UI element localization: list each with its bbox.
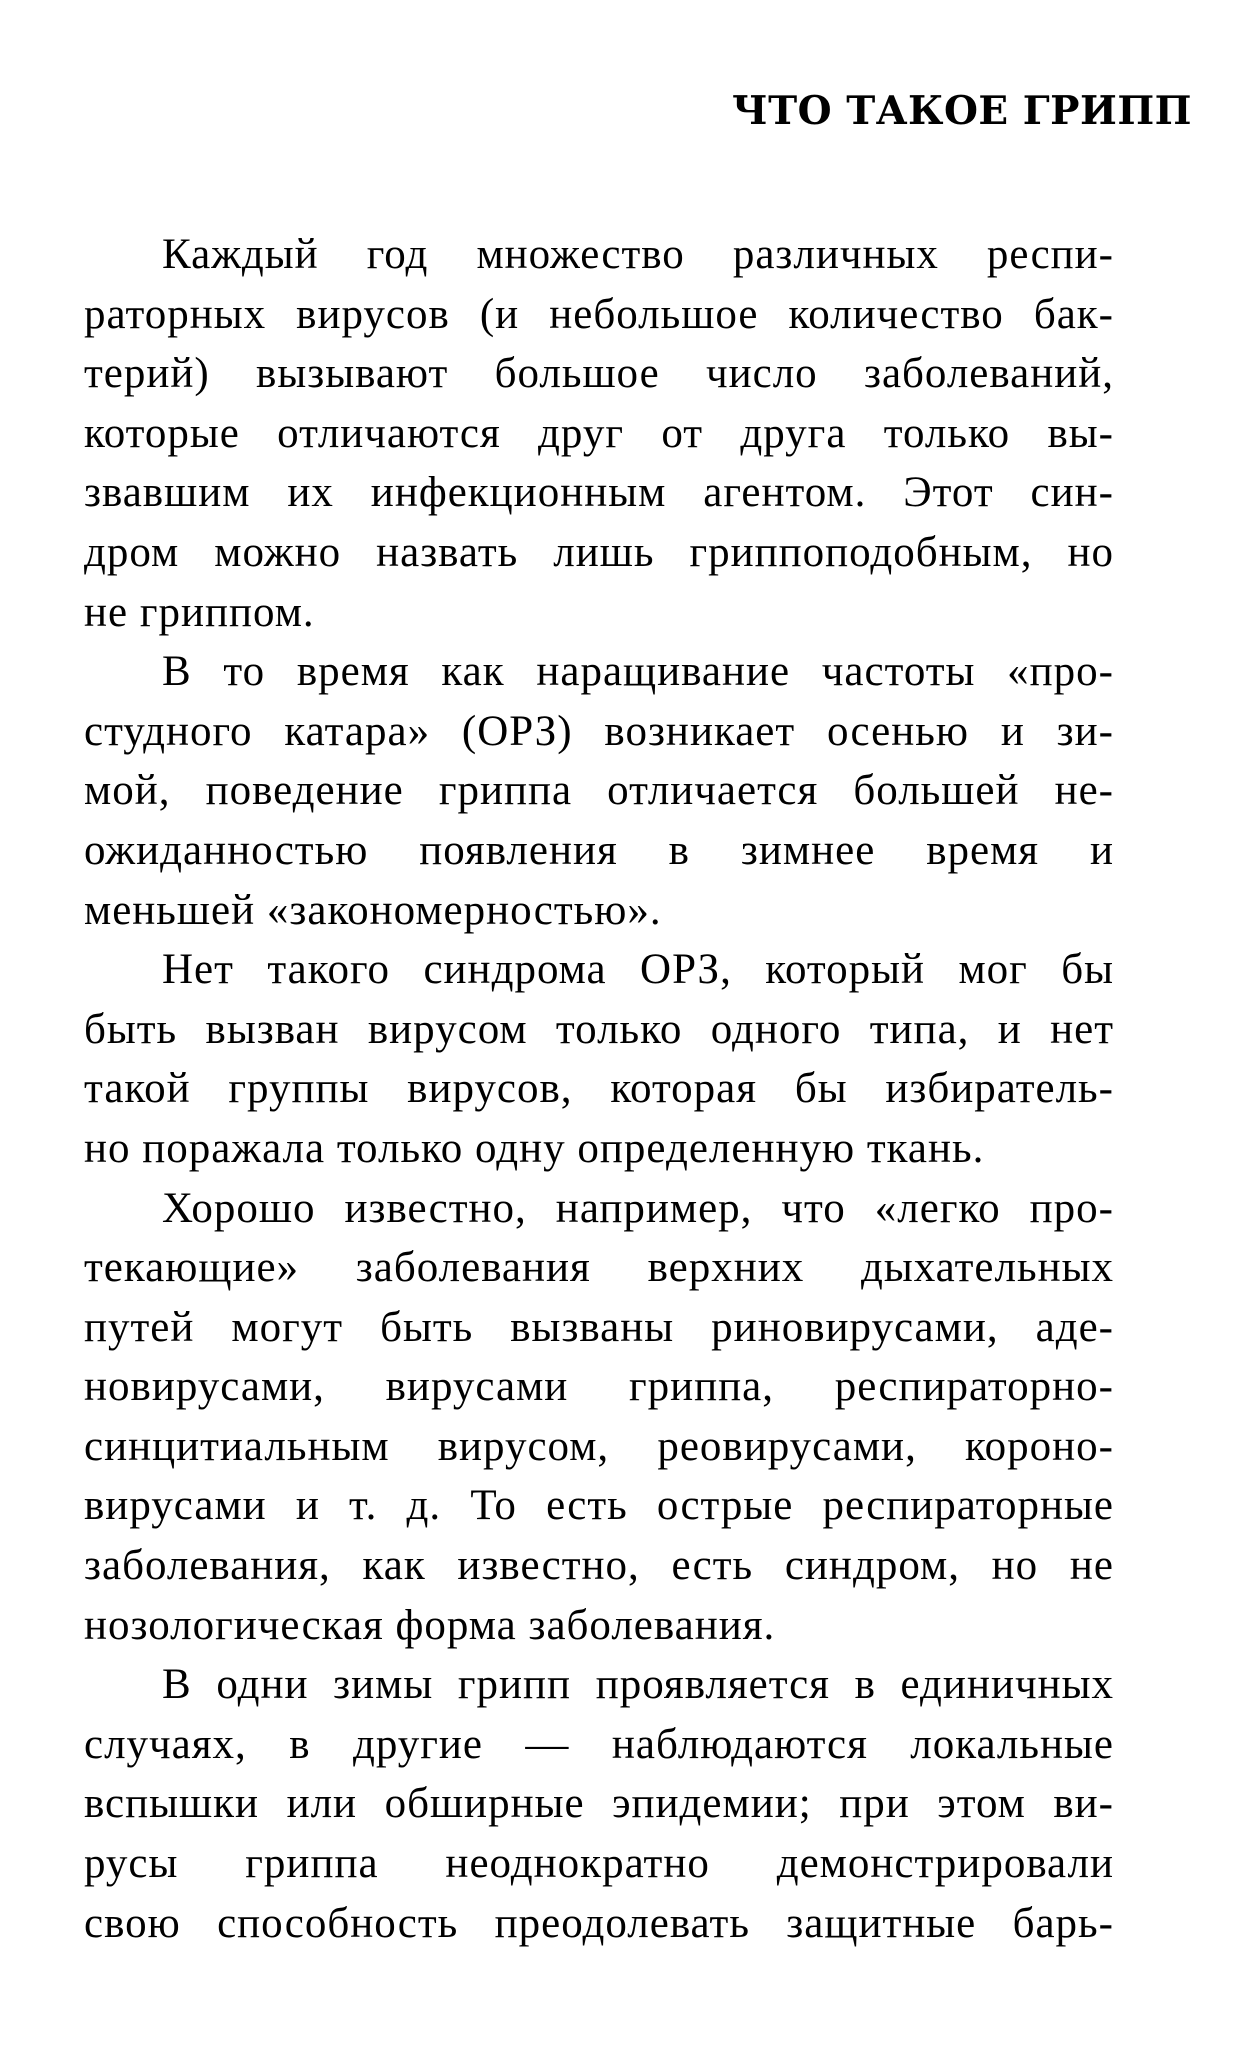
text-line: звавшим их инфекционным агентом. Этот син- bbox=[84, 469, 1114, 517]
text-line: Нет такого синдрома ОРЗ, который мог бы bbox=[162, 946, 1114, 994]
text-line: вспышки или обширные эпидемии; при этом ви- bbox=[84, 1780, 1114, 1828]
paragraph-3 bbox=[84, 940, 1114, 1178]
text-line: раторных вирусов (и небольшое количество бак- bbox=[84, 290, 1114, 338]
text-line: терий) вызывают большое число заболеваний, bbox=[84, 350, 1114, 398]
text-line: ожиданностью появления в зимнее время и bbox=[84, 826, 1114, 874]
body-text bbox=[84, 225, 1114, 1953]
paragraph-4 bbox=[84, 1179, 1114, 1656]
text-line: мой, поведение гриппа отличается большей не- bbox=[84, 767, 1114, 815]
text-line: такой группы вирусов, которая бы избиратель- bbox=[84, 1065, 1114, 1113]
text-line: дром можно назвать лишь гриппоподобным, но bbox=[84, 528, 1114, 576]
text-line: Каждый год множество различных респи- bbox=[162, 231, 1114, 278]
text-line: В то время как наращивание частоты «про- bbox=[162, 648, 1114, 696]
text-line: вирусами и т. д. То есть острые респираторные bbox=[84, 1482, 1114, 1530]
paragraph-1 bbox=[84, 225, 1114, 642]
text-line: Хорошо известно, например, что «легко про- bbox=[162, 1184, 1114, 1232]
paragraph-5 bbox=[84, 1655, 1114, 1953]
text-line: которые отличаются друг от друга только вы- bbox=[84, 409, 1114, 457]
text-line: случаях, в другие — наблюдаются локальные bbox=[84, 1720, 1114, 1768]
text-line: но поражала только одну определенную ткань. bbox=[84, 1124, 985, 1172]
text-line: синцитиальным вирусом, реовирусами, короно- bbox=[84, 1422, 1114, 1470]
text-line: нозологическая форма заболевания. bbox=[84, 1601, 776, 1649]
running-head: ЧТО ТАКОЕ ГРИПП bbox=[732, 88, 1192, 134]
text-line: В одни зимы грипп проявляется в единичных bbox=[162, 1661, 1114, 1709]
text-line: заболевания, как известно, есть синдром, но не bbox=[84, 1542, 1114, 1590]
text-line: не гриппом. bbox=[84, 588, 315, 636]
text-line: новирусами, вирусами гриппа, респираторно- bbox=[84, 1363, 1114, 1411]
text-line: студного катара» (ОРЗ) возникает осенью и зи- bbox=[84, 707, 1114, 755]
text-line: путей могут быть вызваны риновирусами, аде- bbox=[84, 1303, 1114, 1351]
paragraph-2 bbox=[84, 642, 1114, 940]
text-line: русы гриппа неоднократно демонстрировали bbox=[84, 1840, 1114, 1888]
text-line: быть вызван вирусом только одного типа, и нет bbox=[84, 1005, 1114, 1053]
text-line: свою способность преодолевать защитные барь- bbox=[84, 1899, 1114, 1947]
text-line: меньшей «закономерностью». bbox=[84, 886, 662, 934]
text-line: текающие» заболевания верхних дыхательных bbox=[84, 1244, 1114, 1292]
